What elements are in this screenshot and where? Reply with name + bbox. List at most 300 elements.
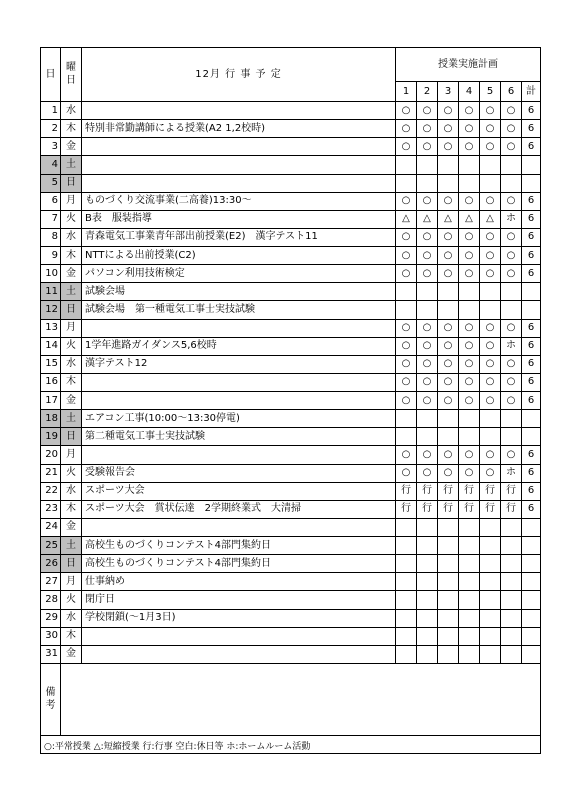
weekday: 金: [61, 265, 82, 283]
period-mark: [459, 428, 480, 446]
period-total: 6: [522, 210, 541, 228]
period-mark: ○: [396, 446, 417, 464]
period-mark: ○: [396, 138, 417, 156]
period-mark: [459, 301, 480, 319]
period-mark: [501, 301, 522, 319]
weekday: 火: [61, 591, 82, 609]
event-text: [82, 446, 396, 464]
period-mark: [459, 645, 480, 663]
event-text: 試験会場: [82, 283, 396, 301]
weekday: 土: [61, 410, 82, 428]
day-number: 17: [41, 392, 61, 410]
day-header: 日: [41, 48, 61, 102]
period-mark: [438, 428, 459, 446]
day-row: [41, 555, 541, 573]
period-mark: [501, 555, 522, 573]
period-total: 6: [522, 120, 541, 138]
day-number: 2: [41, 120, 61, 138]
period-mark: ○: [417, 228, 438, 246]
period-mark: [501, 591, 522, 609]
day-number: 1: [41, 102, 61, 120]
weekday: 月: [61, 573, 82, 591]
period-mark: [459, 591, 480, 609]
period-mark: [480, 609, 501, 627]
weekday: 土: [61, 283, 82, 301]
day-row: [41, 319, 541, 337]
period-mark: [417, 537, 438, 555]
period-mark: △: [417, 210, 438, 228]
period-mark: ○: [396, 228, 417, 246]
event-text: [82, 138, 396, 156]
remarks-label: 備 考: [41, 663, 61, 735]
period-mark: ○: [501, 228, 522, 246]
day-row: [41, 355, 541, 373]
period-mark: [396, 301, 417, 319]
weekday: 木: [61, 500, 82, 518]
period-total: [522, 573, 541, 591]
day-number: 21: [41, 464, 61, 482]
period-mark: ○: [501, 373, 522, 391]
period-mark: ○: [438, 337, 459, 355]
period-mark: [417, 591, 438, 609]
period-mark: [480, 428, 501, 446]
period-mark: ○: [480, 192, 501, 210]
period-total: [522, 518, 541, 536]
period-mark: [438, 518, 459, 536]
period-header-5: 5: [480, 82, 501, 102]
day-row: [41, 192, 541, 210]
day-row: [41, 120, 541, 138]
period-mark: ホ: [501, 464, 522, 482]
period-mark: ○: [417, 120, 438, 138]
period-mark: [438, 301, 459, 319]
period-mark: [396, 518, 417, 536]
period-mark: △: [480, 210, 501, 228]
period-mark: [501, 410, 522, 428]
period-mark: △: [396, 210, 417, 228]
page-title: 12月 行 事 予 定: [82, 48, 396, 102]
period-mark: 行: [480, 482, 501, 500]
day-number: 6: [41, 192, 61, 210]
period-mark: ○: [438, 138, 459, 156]
period-mark: 行: [459, 482, 480, 500]
day-number: 23: [41, 500, 61, 518]
event-text: 特別非常勤講師による授業(A2 1,2校時): [82, 120, 396, 138]
period-mark: ○: [501, 102, 522, 120]
day-number: 24: [41, 518, 61, 536]
period-mark: [480, 283, 501, 301]
period-mark: ○: [459, 138, 480, 156]
weekday: 月: [61, 446, 82, 464]
period-total: [522, 609, 541, 627]
day-number: 27: [41, 573, 61, 591]
period-mark: [396, 627, 417, 645]
weekday: 日: [61, 174, 82, 192]
period-header-3: 3: [438, 82, 459, 102]
day-number: 7: [41, 210, 61, 228]
weekday: 土: [61, 156, 82, 174]
period-mark: ○: [396, 265, 417, 283]
day-number: 3: [41, 138, 61, 156]
period-mark: ○: [417, 392, 438, 410]
period-mark: [459, 627, 480, 645]
period-mark: [480, 573, 501, 591]
period-mark: [480, 555, 501, 573]
period-mark: ○: [438, 247, 459, 265]
day-number: 4: [41, 156, 61, 174]
period-mark: ○: [480, 102, 501, 120]
period-mark: 行: [396, 482, 417, 500]
remarks-cell: [61, 663, 541, 735]
period-total: 6: [522, 192, 541, 210]
period-mark: ○: [396, 102, 417, 120]
period-total: 6: [522, 319, 541, 337]
event-text: NTTによる出前授業(C2): [82, 247, 396, 265]
period-mark: [396, 156, 417, 174]
event-text: スポーツ大会 賞状伝達 2学期終業式 大清掃: [82, 500, 396, 518]
period-mark: [480, 301, 501, 319]
period-total: 6: [522, 138, 541, 156]
day-number: 18: [41, 410, 61, 428]
period-mark: ○: [480, 247, 501, 265]
period-mark: 行: [417, 500, 438, 518]
period-header-2: 2: [417, 82, 438, 102]
period-mark: ○: [417, 373, 438, 391]
period-mark: ○: [480, 337, 501, 355]
period-mark: ○: [501, 120, 522, 138]
period-mark: ○: [438, 228, 459, 246]
day-row: [41, 500, 541, 518]
day-row: [41, 410, 541, 428]
event-text: [82, 518, 396, 536]
period-mark: ○: [396, 247, 417, 265]
period-mark: [501, 428, 522, 446]
period-total: 6: [522, 247, 541, 265]
period-mark: ○: [459, 355, 480, 373]
day-number: 16: [41, 373, 61, 391]
period-mark: ○: [480, 265, 501, 283]
period-total: 6: [522, 373, 541, 391]
period-mark: [438, 174, 459, 192]
remarks-row: [41, 663, 541, 735]
day-row: [41, 174, 541, 192]
day-row: [41, 392, 541, 410]
period-mark: ○: [438, 464, 459, 482]
period-mark: [417, 156, 438, 174]
day-number: 19: [41, 428, 61, 446]
period-mark: [501, 645, 522, 663]
day-row: [41, 428, 541, 446]
day-row: [41, 210, 541, 228]
period-mark: [438, 627, 459, 645]
period-mark: ○: [417, 102, 438, 120]
period-total: [522, 410, 541, 428]
period-total: [522, 537, 541, 555]
period-mark: ○: [417, 319, 438, 337]
period-header-1: 1: [396, 82, 417, 102]
period-total: 6: [522, 337, 541, 355]
period-mark: ○: [459, 319, 480, 337]
day-number: 13: [41, 319, 61, 337]
period-mark: [438, 410, 459, 428]
legend: ○:平常授業 △:短縮授業 行:行事 空白:休日等 ホ:ホームルーム活動: [44, 742, 311, 752]
event-text: [82, 392, 396, 410]
period-mark: [480, 627, 501, 645]
period-total: [522, 174, 541, 192]
period-mark: ○: [459, 337, 480, 355]
period-mark: [417, 555, 438, 573]
period-total: [522, 301, 541, 319]
weekday: 火: [61, 464, 82, 482]
period-mark: [438, 156, 459, 174]
period-mark: ホ: [501, 210, 522, 228]
period-header-4: 4: [459, 82, 480, 102]
period-mark: ○: [459, 265, 480, 283]
period-mark: [501, 627, 522, 645]
period-mark: ○: [459, 373, 480, 391]
weekday: 金: [61, 518, 82, 536]
day-number: 8: [41, 228, 61, 246]
period-mark: ○: [501, 319, 522, 337]
period-mark: ○: [417, 337, 438, 355]
period-mark: [396, 410, 417, 428]
period-mark: [438, 609, 459, 627]
period-mark: [417, 518, 438, 536]
period-mark: ○: [396, 120, 417, 138]
weekday: 水: [61, 355, 82, 373]
period-total: [522, 591, 541, 609]
period-mark: [396, 174, 417, 192]
period-mark: [480, 518, 501, 536]
period-total: [522, 156, 541, 174]
period-mark: ○: [417, 355, 438, 373]
day-row: [41, 609, 541, 627]
period-total: 6: [522, 482, 541, 500]
weekday: 月: [61, 192, 82, 210]
period-mark: [438, 283, 459, 301]
period-mark: ○: [396, 355, 417, 373]
period-mark: [459, 609, 480, 627]
event-text: 閉庁日: [82, 591, 396, 609]
period-mark: 行: [438, 500, 459, 518]
period-mark: ○: [480, 373, 501, 391]
event-text: パソコン利用技術検定: [82, 265, 396, 283]
day-row: [41, 247, 541, 265]
period-mark: ○: [417, 265, 438, 283]
period-mark: [501, 573, 522, 591]
period-mark: [396, 609, 417, 627]
period-mark: ○: [396, 319, 417, 337]
event-text: [82, 174, 396, 192]
lesson-plan-header: 授業実施計画: [396, 48, 541, 82]
period-mark: [417, 645, 438, 663]
day-row: [41, 373, 541, 391]
period-header-6: 6: [501, 82, 522, 102]
weekday: 木: [61, 627, 82, 645]
period-mark: [480, 410, 501, 428]
day-row: [41, 228, 541, 246]
period-mark: [417, 301, 438, 319]
period-mark: [417, 283, 438, 301]
weekday: 火: [61, 337, 82, 355]
period-mark: [480, 591, 501, 609]
day-number: 10: [41, 265, 61, 283]
period-mark: ○: [480, 446, 501, 464]
period-mark: [438, 555, 459, 573]
event-text: 第二種電気工事士実技試験: [82, 428, 396, 446]
period-mark: ○: [501, 192, 522, 210]
period-mark: ○: [480, 319, 501, 337]
period-mark: ○: [459, 120, 480, 138]
event-text: B表 服装指導: [82, 210, 396, 228]
event-text: ものづくり交流事業(二高養)13:30～: [82, 192, 396, 210]
period-total: 6: [522, 392, 541, 410]
period-mark: 行: [501, 500, 522, 518]
period-total: 6: [522, 355, 541, 373]
total-header: 計: [522, 82, 541, 102]
event-text: 漢字テスト12: [82, 355, 396, 373]
period-mark: ○: [396, 464, 417, 482]
period-mark: ○: [438, 319, 459, 337]
event-text: [82, 645, 396, 663]
period-total: 6: [522, 464, 541, 482]
period-mark: [459, 283, 480, 301]
weekday: 月: [61, 319, 82, 337]
period-mark: 行: [438, 482, 459, 500]
period-total: [522, 555, 541, 573]
period-mark: ○: [438, 373, 459, 391]
period-mark: [459, 518, 480, 536]
period-mark: ○: [459, 392, 480, 410]
period-mark: [396, 537, 417, 555]
weekday: 水: [61, 228, 82, 246]
period-mark: 行: [459, 500, 480, 518]
day-row: [41, 265, 541, 283]
period-mark: ○: [459, 228, 480, 246]
period-mark: [459, 174, 480, 192]
period-mark: ○: [459, 247, 480, 265]
period-mark: [417, 609, 438, 627]
period-mark: [459, 410, 480, 428]
weekday: 水: [61, 482, 82, 500]
day-number: 26: [41, 555, 61, 573]
period-mark: ○: [501, 247, 522, 265]
day-row: [41, 102, 541, 120]
period-mark: [417, 428, 438, 446]
period-mark: 行: [501, 482, 522, 500]
day-number: 25: [41, 537, 61, 555]
weekday: 水: [61, 609, 82, 627]
day-row: [41, 464, 541, 482]
period-mark: [417, 174, 438, 192]
period-mark: ○: [417, 192, 438, 210]
period-mark: [438, 573, 459, 591]
day-number: 22: [41, 482, 61, 500]
period-mark: 行: [480, 500, 501, 518]
day-row: [41, 301, 541, 319]
period-mark: [438, 645, 459, 663]
period-total: 6: [522, 500, 541, 518]
weekday: 火: [61, 210, 82, 228]
day-row: [41, 138, 541, 156]
period-mark: [459, 573, 480, 591]
period-mark: [396, 428, 417, 446]
period-mark: 行: [417, 482, 438, 500]
weekday: 木: [61, 120, 82, 138]
period-mark: [396, 283, 417, 301]
day-row: [41, 446, 541, 464]
day-row: [41, 482, 541, 500]
period-mark: ○: [396, 192, 417, 210]
period-mark: ○: [459, 192, 480, 210]
period-mark: ○: [501, 355, 522, 373]
period-mark: △: [459, 210, 480, 228]
period-mark: [459, 555, 480, 573]
period-mark: ○: [459, 102, 480, 120]
day-number: 28: [41, 591, 61, 609]
period-mark: [480, 645, 501, 663]
day-row: [41, 283, 541, 301]
event-text: 受験報告会: [82, 464, 396, 482]
day-row: [41, 518, 541, 536]
period-mark: ○: [417, 138, 438, 156]
day-row: [41, 156, 541, 174]
period-mark: [417, 573, 438, 591]
period-total: [522, 428, 541, 446]
period-mark: ○: [396, 337, 417, 355]
period-mark: ○: [480, 120, 501, 138]
period-mark: [396, 573, 417, 591]
day-number: 12: [41, 301, 61, 319]
period-mark: ○: [438, 120, 459, 138]
period-mark: △: [438, 210, 459, 228]
period-mark: ○: [480, 464, 501, 482]
event-text: エアコン工事(10:00～13:30停電): [82, 410, 396, 428]
period-total: [522, 645, 541, 663]
period-mark: [480, 537, 501, 555]
weekday-header: 曜 日: [61, 48, 82, 102]
period-total: [522, 283, 541, 301]
weekday: 木: [61, 373, 82, 391]
period-total: 6: [522, 102, 541, 120]
weekday: 日: [61, 555, 82, 573]
day-row: [41, 537, 541, 555]
period-mark: ○: [501, 265, 522, 283]
day-row: [41, 645, 541, 663]
event-text: [82, 156, 396, 174]
event-text: 高校生ものづくりコンテスト4部門集約日: [82, 555, 396, 573]
period-mark: [501, 283, 522, 301]
period-mark: [459, 156, 480, 174]
period-mark: ○: [501, 392, 522, 410]
weekday: 金: [61, 645, 82, 663]
period-mark: ○: [459, 446, 480, 464]
day-number: 31: [41, 645, 61, 663]
period-mark: ○: [396, 373, 417, 391]
period-mark: ○: [438, 355, 459, 373]
event-text: 学校閉鎖(～1月3日): [82, 609, 396, 627]
event-text: [82, 627, 396, 645]
period-mark: [438, 537, 459, 555]
period-mark: ○: [480, 138, 501, 156]
period-mark: ○: [438, 192, 459, 210]
period-mark: [480, 174, 501, 192]
day-number: 5: [41, 174, 61, 192]
period-mark: 行: [396, 500, 417, 518]
day-number: 20: [41, 446, 61, 464]
period-mark: [396, 591, 417, 609]
period-mark: [480, 156, 501, 174]
